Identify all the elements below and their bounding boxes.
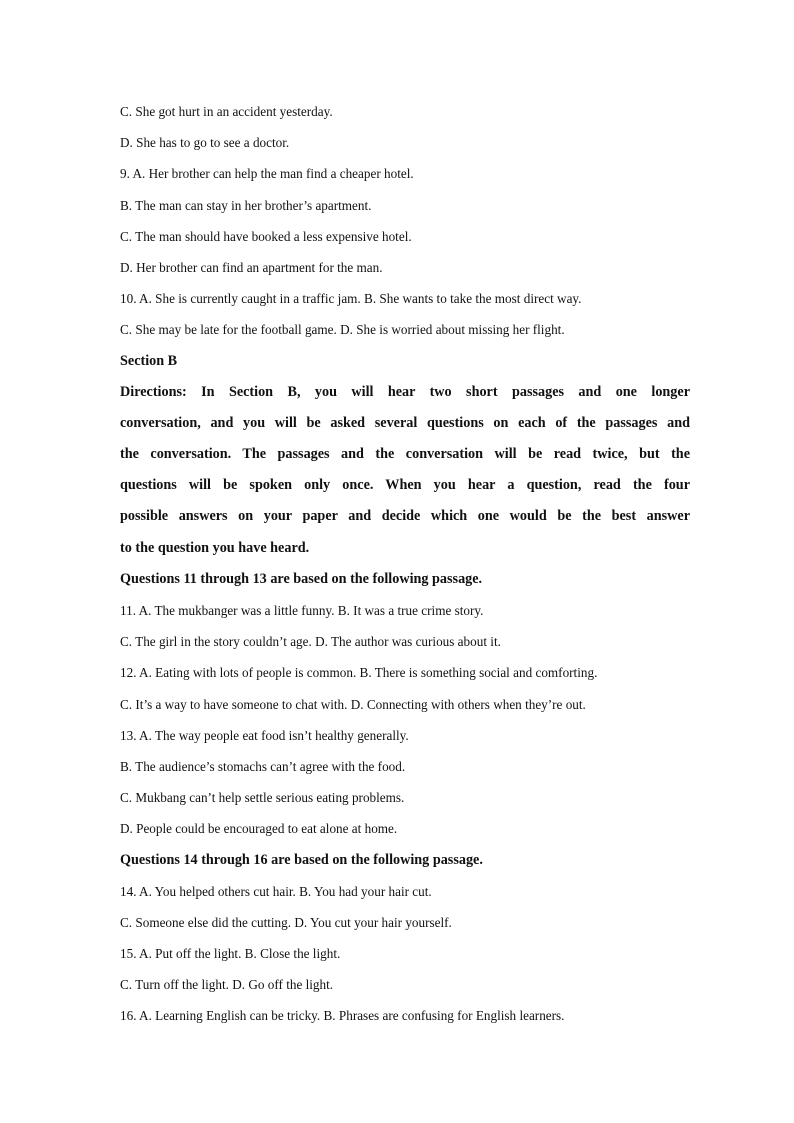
question-11-options-cd: C. The girl in the story couldn’t age. D. The author was curious about it. [120,634,501,650]
passage-heading-14-16: Questions 14 through 16 are based on the following passage. [120,851,483,868]
section-heading: Section B [120,352,178,369]
directions-line-4: questions will be spoken only once. When you hear a question, read the four [120,477,690,494]
directions-line-2: conversation, and you will be asked several questions on each of the passages and [120,414,690,431]
question-13-option-a: 13. A. The way people eat food isn’t healthy generally. [120,727,409,743]
option-9c: C. The man should have booked a less expensive hotel. [120,228,412,244]
option-9d: D. Her brother can find an apartment for the man. [120,259,383,275]
question-10-options-ab: 10. A. She is currently caught in a traffic jam. B. She wants to take the most direct way. [120,291,582,307]
question-12-options-ab: 12. A. Eating with lots of people is common. B. There is something social and comforting. [120,665,598,681]
directions-line-1: Directions: In Section B, you will hear two short passages and one longer [120,383,690,400]
directions-line-6: to the question you have heard. [120,539,310,556]
option-13c: C. Mukbang can’t help settle serious eating problems. [120,790,405,806]
directions-line-3: the conversation. The passages and the conversation will be read twice, but the [120,446,690,463]
option-8d: D. She has to go to see a doctor. [120,135,290,151]
question-14-options-ab: 14. A. You helped others cut hair. B. You had your hair cut. [120,883,432,899]
question-15-options-cd: C. Turn off the light. D. Go off the light. [120,977,334,993]
option-13b: B. The audience’s stomachs can’t agree with the food. [120,758,406,774]
question-16-options-ab: 16. A. Learning English can be tricky. B. Phrases are confusing for English learners. [120,1008,565,1024]
question-11-options-ab: 11. A. The mukbanger was a little funny. B. It was a true crime story. [120,603,484,618]
option-8c: C. She got hurt in an accident yesterday. [120,104,333,119]
document-page [120,96,690,1032]
question-12-options-cd: C. It’s a way to have someone to chat with. D. Connecting with others when they’re out. [120,696,586,712]
question-15-options-ab: 15. A. Put off the light. B. Close the light. [120,946,341,962]
question-10-options-cd: C. She may be late for the football game. D. She is worried about missing her flight. [120,322,565,338]
directions-line-5: possible answers on your paper and decide which one would be the best answer [120,508,690,525]
question-14-options-cd: C. Someone else did the cutting. D. You cut your hair yourself. [120,914,452,930]
question-9-option-a: 9. A. Her brother can help the man find a cheaper hotel. [120,166,414,182]
passage-heading-11-13: Questions 11 through 13 are based on the following passage. [120,570,483,587]
option-13d: D. People could be encouraged to eat alone at home. [120,821,398,837]
option-9b: B. The man can stay in her brother’s apartment. [120,197,372,213]
